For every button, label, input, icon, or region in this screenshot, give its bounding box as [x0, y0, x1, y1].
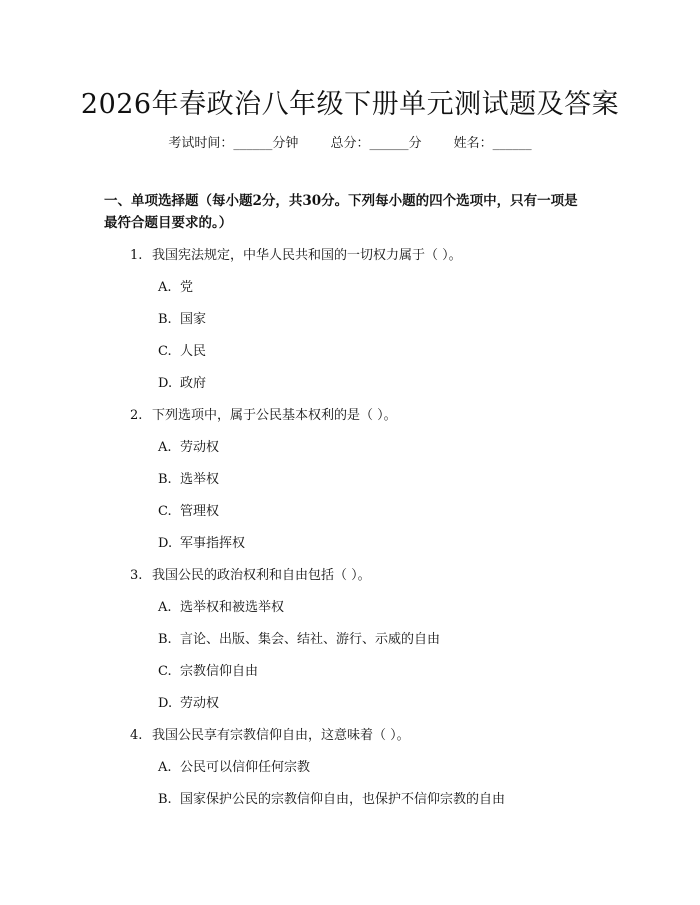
- option-text: 公民可以信仰任何宗教: [180, 760, 311, 775]
- option-text: 选举权: [180, 472, 220, 487]
- option-letter: A.: [158, 440, 172, 455]
- answer-option: [158, 436, 219, 455]
- exam-info-line: [0, 132, 700, 151]
- option-letter: D.: [158, 536, 173, 551]
- question-text: 我国公民的政治权利和自由包括（ ）。: [152, 568, 371, 583]
- option-letter: C.: [158, 664, 172, 679]
- question-number: 3.: [130, 568, 143, 583]
- question-text: 我国宪法规定，中华人民共和国的一切权力属于（ ）。: [152, 248, 462, 263]
- total-score-field: 总分：______分: [330, 136, 422, 151]
- option-letter: A.: [158, 280, 172, 295]
- section-heading: [104, 190, 614, 234]
- question-text: 下列选项中，属于公民基本权利的是（ ）。: [152, 408, 397, 423]
- option-letter: D.: [158, 376, 173, 391]
- option-letter: A.: [158, 760, 172, 775]
- question: [130, 564, 371, 583]
- question: [130, 404, 397, 423]
- option-letter: B.: [158, 472, 172, 487]
- answer-option: [158, 276, 193, 295]
- answer-option: [158, 340, 206, 359]
- option-text: 人民: [180, 344, 207, 359]
- section-heading-line: 最符合题目要求的。）: [104, 215, 233, 231]
- option-text: 政府: [180, 376, 207, 391]
- option-letter: C.: [158, 344, 172, 359]
- answer-option: [158, 500, 219, 519]
- answer-option: [158, 756, 310, 775]
- option-letter: B.: [158, 312, 172, 327]
- question-number: 1.: [130, 248, 143, 263]
- option-letter: C.: [158, 504, 172, 519]
- answer-option: [158, 628, 440, 647]
- answer-option: [158, 788, 505, 807]
- page-title: 2026年春政治八年级下册单元测试题及答案: [80, 89, 620, 120]
- option-text: 言论、出版、集会、结社、游行、示威的自由: [180, 632, 441, 647]
- question-text: 我国公民享有宗教信仰自由，这意味着（ ）。: [152, 728, 410, 743]
- option-text: 管理权: [180, 504, 220, 519]
- question: [130, 724, 410, 743]
- option-text: 党: [180, 280, 194, 295]
- exam-time-field: 考试时间：______分钟: [168, 136, 299, 151]
- student-name-field: 姓名：______: [453, 136, 532, 151]
- answer-option: [158, 532, 245, 551]
- option-text: 军事指挥权: [180, 536, 246, 551]
- answer-option: [158, 692, 219, 711]
- answer-option: [158, 468, 219, 487]
- option-text: 国家: [180, 312, 207, 327]
- answer-option: [158, 660, 258, 679]
- option-text: 选举权和被选举权: [180, 600, 285, 615]
- section-heading-line: 一、单项选择题（每小题2分，共30分。下列每小题的四个选项中，只有一项是: [104, 193, 578, 209]
- option-letter: B.: [158, 792, 172, 807]
- question: [130, 244, 462, 263]
- answer-option: [158, 372, 206, 391]
- option-text: 国家保护公民的宗教信仰自由，也保护不信仰宗教的自由: [180, 792, 506, 807]
- option-text: 劳动权: [180, 696, 220, 711]
- question-number: 2.: [130, 408, 143, 423]
- option-letter: D.: [158, 696, 173, 711]
- option-text: 劳动权: [180, 440, 220, 455]
- question-number: 4.: [130, 728, 143, 743]
- option-letter: B.: [158, 632, 172, 647]
- option-letter: A.: [158, 600, 172, 615]
- option-text: 宗教信仰自由: [180, 664, 259, 679]
- answer-option: [158, 596, 284, 615]
- answer-option: [158, 308, 206, 327]
